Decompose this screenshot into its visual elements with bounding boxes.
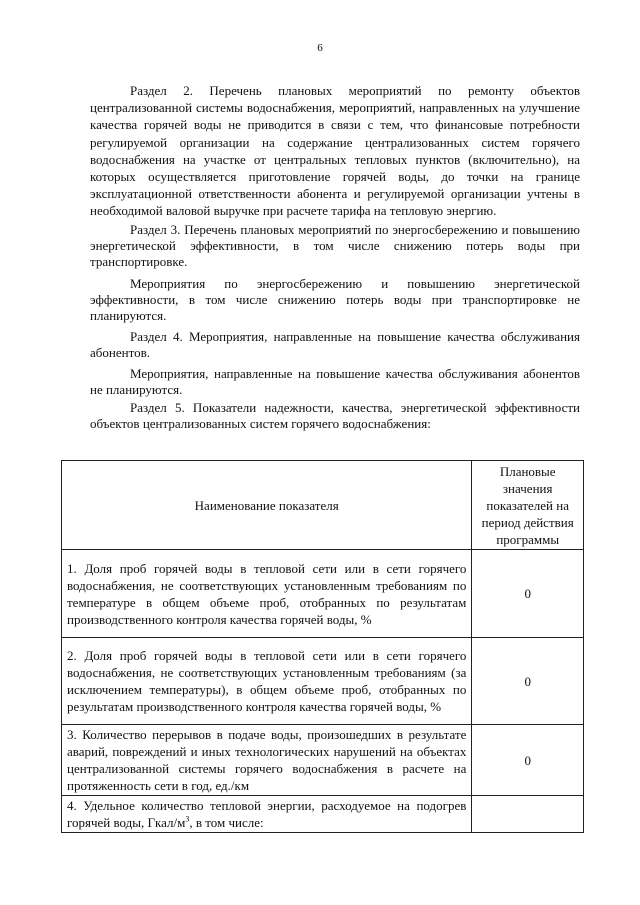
paragraph-section-4: Раздел 4. Мероприятия, направленные на повышение качества обслуживания абонентов. — [90, 328, 580, 360]
table-row — [62, 725, 584, 796]
page-number: 6 — [317, 42, 323, 54]
paragraph-section-3-note: Мероприятия по энергосбережению и повышению энергетической эффективности, в том числе снижению потерь воды при транспортировке не планируются. — [90, 275, 580, 323]
paragraph-section-2: Раздел 2. Перечень плановых мероприятий по ремонту объектов централизованной системы водоснабжения, мероприятий, направленных на улучшение качества горячей воды не приводится в связи с тем, что финансовые потребности регулируемой организации на содержание централизованных систем горячего водоснабжения на участке от центральных тепловых пунктов (включительно), на которых осуществляется приготовление горячей воды, до точки на границе эксплуатационной ответственности абонента и регулируемой организации учтены в необходимой валовой выручке при расчете тарифа на тепловую энергию. — [90, 83, 580, 219]
indicator-description — [62, 796, 472, 833]
unit-superscript: 3 — [185, 814, 190, 824]
indicator-description: 2. Доля проб горячей воды в тепловой сети или в сети горячего водоснабжения, не соответствующих установленным требованиям (за исключением температуры), в общем объеме проб, отобранных по результатам производственного контроля качества горячей воды, % — [62, 638, 472, 725]
indicator-value: 0 — [472, 550, 584, 638]
indicator-value — [472, 796, 584, 833]
indicator-description: 3. Количество перерывов в подаче воды, произошедших в результате аварий, повреждений и иных технологических нарушений на объектах централизованной системы горячего водоснабжения в расчете на протяженность сети в год, ед./км — [62, 725, 472, 796]
indicator-description-tail: , в том числе: — [189, 815, 264, 830]
indicators-table — [61, 460, 584, 833]
indicator-value: 0 — [472, 725, 584, 796]
indicator-description: 1. Доля проб горячей воды в тепловой сети или в сети горячего водоснабжения, не соответствующих установленным требованиям по температуре в общем объеме проб, отобранных по результатам производственного контроля качества горячей воды, % — [62, 550, 472, 638]
header-planned-values: Плановые значения показателей на период действия программы — [472, 461, 584, 550]
table-header-row — [62, 461, 584, 550]
paragraph-section-4-note: Мероприятия, направленные на повышение качества обслуживания абонентов не планируются. — [90, 365, 580, 397]
table-row — [62, 638, 584, 725]
paragraph-section-5: Раздел 5. Показатели надежности, качества, энергетической эффективности объектов централизованных систем горячего водоснабжения: — [90, 399, 580, 431]
paragraph-section-3: Раздел 3. Перечень плановых мероприятий по энергосбережению и повышению энергетической эффективности, в том числе снижению потерь воды при транспортировке. — [90, 221, 580, 269]
table-row — [62, 796, 584, 833]
header-indicator-name: Наименование показателя — [62, 461, 472, 550]
indicator-description-text: 4. Удельное количество тепловой энергии, расходуемое на подогрев горячей воды, Гкал/м — [67, 798, 467, 830]
document-body — [90, 82, 580, 432]
table-row — [62, 550, 584, 638]
indicator-value: 0 — [472, 638, 584, 725]
